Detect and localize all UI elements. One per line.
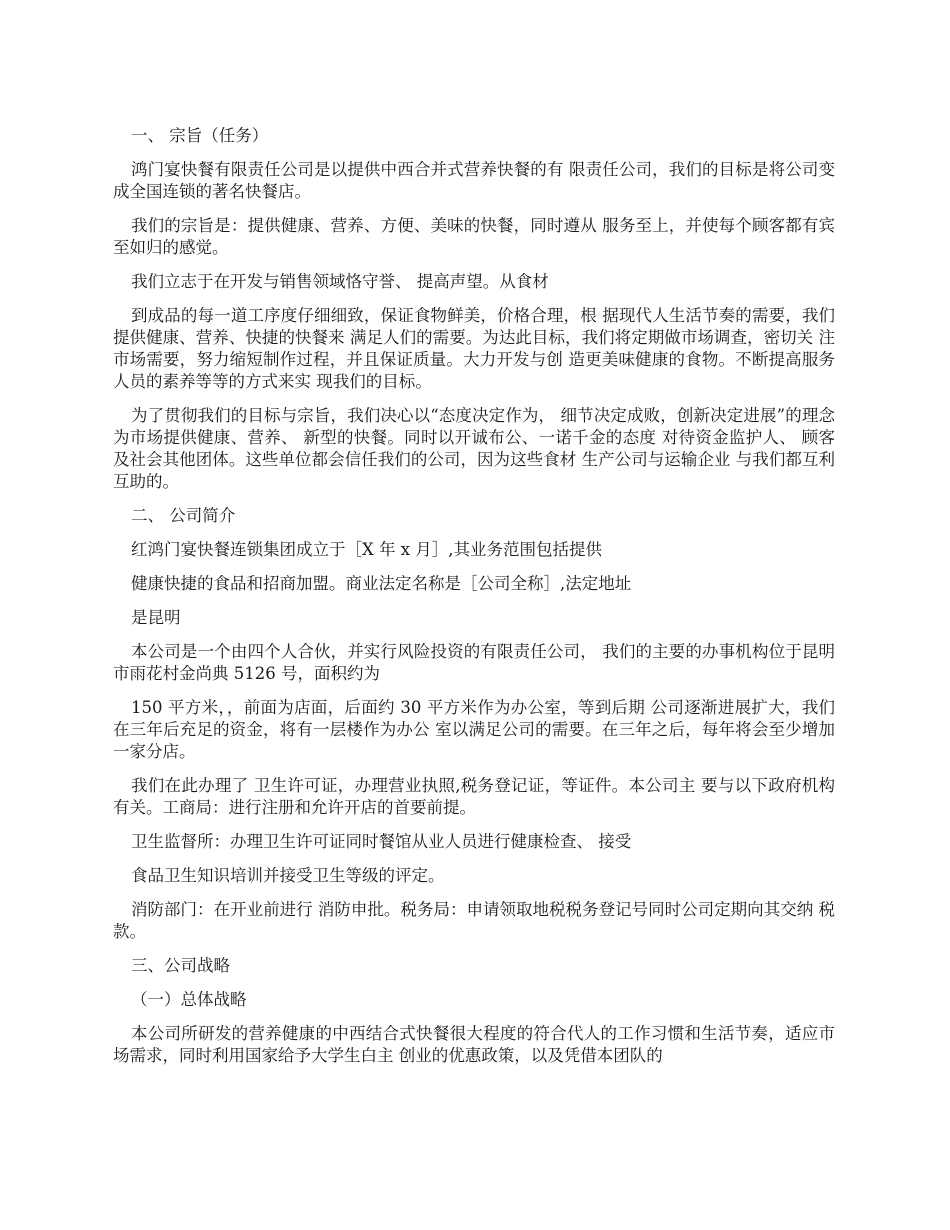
paragraph-philosophy: 为了贯彻我们的目标与宗旨，我们决心以“态度决定作为， 细节决定成败，创新决定进展”的理念为市场提供健康、营养、 新型的快餐。同时以开诚布公、一诺千金的态度 对待资金监护人、 顾客及社会其他团体。这些单位都会信任我们的公司，因为这些食材 生产公司与运输企业 与我们都互利互助的。: [113, 406, 835, 491]
paragraph-strategy-body: 本公司所研发的营养健康的中西结合式快餐很大程度的符合代人的工作习惯和生活节奏，适应市场需求，同时利用国家给予大学生白主 创业的优惠政策，以及凭借本团队的: [113, 1024, 835, 1065]
paragraph-location: 是昆明: [131, 608, 181, 627]
paragraph-licenses: 我们在此办理了 卫生许可证，办理营业执照,税务登记证，等证件。本公司主 要与以下政府机构有关。工商局：进行注册和允许开店的首要前提。: [113, 776, 835, 817]
paragraph-company-tenet: 我们的宗旨是：提供健康、营养、方便、美味的快餐，同时遵从 服务至上，并使每个顾客都有宾至如归的感觉。: [113, 216, 835, 257]
paragraph-process: 到成品的每一道工序度仔细细致，保证食物鲜美，价格合理，根 据现代人生活节奏的需要，我们提供健康、营养、快捷的快餐来 满足人们的需要。为达此目标，我们将定期做市场调查，密切关 注市场需要，努力缩短制作过程，并且保证质量。大力开发与创 造更美味健康的食物。不断提高服务人员的素养等等的方式来实 现我们的目标。: [113, 306, 835, 391]
section-heading-strategy: 三、公司战略: [131, 956, 230, 975]
section-heading-purpose: 一、 宗旨（任务）: [131, 126, 269, 145]
paragraph-reputation: 我们立志于在开发与销售领域恪守誉、 提高声望。从食材: [131, 272, 549, 291]
section-heading-profile: 二、 公司简介: [131, 506, 236, 525]
paragraph-food-training: 食品卫生知识培训并接受卫生等级的评定。: [131, 866, 445, 885]
paragraph-fire-tax: 消防部门：在开业前进行 消防申批。税务局：申请领取地税税务登记号同时公司定期向其交纳 税款。: [113, 900, 835, 941]
paragraph-office-space: 150 平方米，，前面为店面，后面约 30 平方米作为办公室，等到后期 公司逐渐进展扩大，我们在三年后充足的资金，将有一层楼作为办公 室以满足公司的需要。在三年之后，每年将会至少增加一家分店。: [113, 698, 835, 761]
paragraph-company-goal: 鸿门宴快餐有限责任公司是以提供中西合并式营养快餐的有 限责任公司，我们的目标是将公司变成全国连锁的著名快餐店。: [113, 160, 835, 201]
subsection-heading-overall-strategy: （一）总体战略: [131, 990, 247, 1009]
paragraph-legal-name: 健康快捷的食品和招商加盟。商业法定名称是［公司全称］,法定地址: [131, 574, 632, 593]
paragraph-partnership: 本公司是一个由四个人合伙，并实行风险投资的有限责任公司， 我们的主要的办事机构位于昆明市雨花村金尚典 5126 号，面积约为: [113, 642, 835, 683]
paragraph-founding: 红鸿门宴快餐连锁集团成立于［X 年 x 月］,其业务范围包括提供: [131, 540, 603, 559]
paragraph-health-supervision: 卫生监督所：办理卫生许可证同时餐馆从业人员进行健康检查、 接受: [131, 832, 632, 851]
document-body: [113, 125, 835, 1079]
